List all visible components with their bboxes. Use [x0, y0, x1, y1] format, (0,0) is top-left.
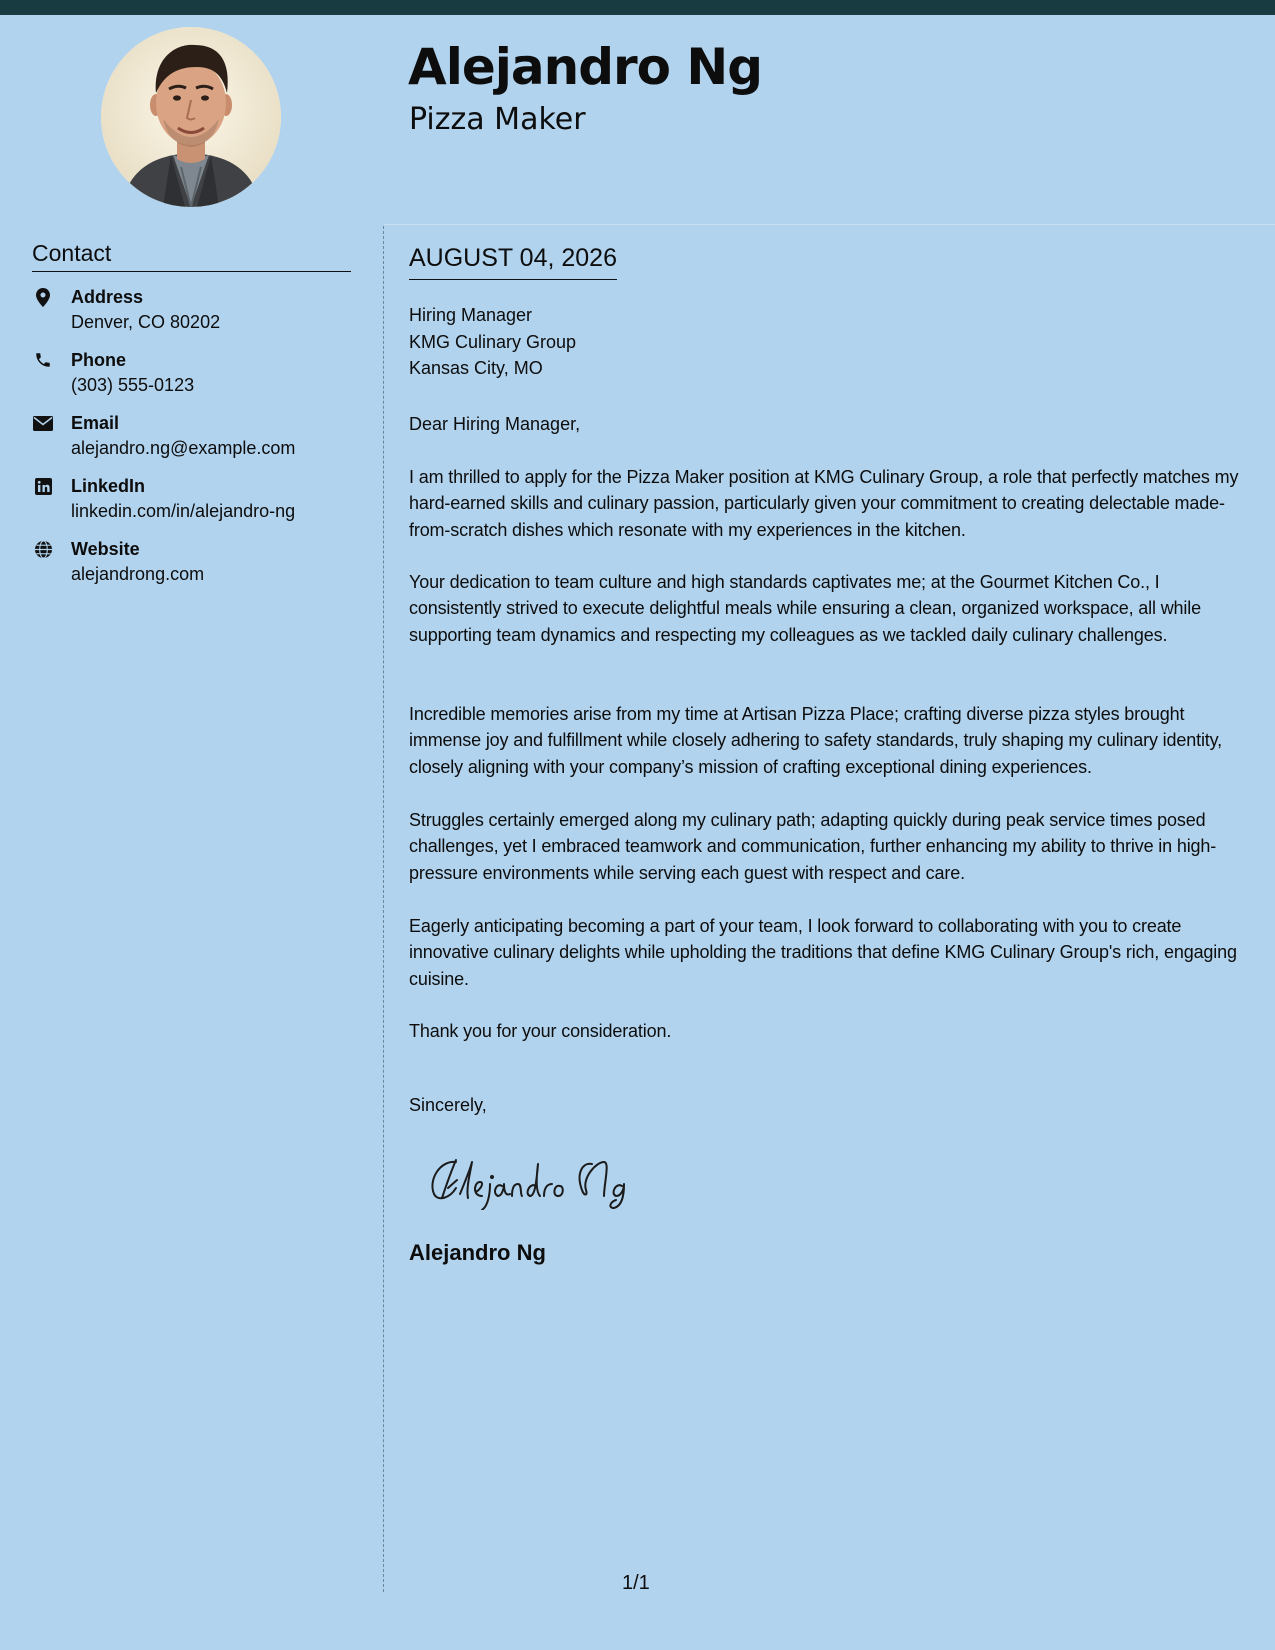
contact-value-phone: (303) 555-0123 — [71, 375, 195, 395]
recipient-line: Hiring Manager — [409, 305, 533, 325]
envelope-icon — [32, 413, 54, 433]
linkedin-icon — [32, 476, 54, 496]
contact-label: Email — [71, 413, 120, 433]
recipient-line: Kansas City, MO — [409, 358, 543, 378]
contact-label: Phone — [71, 350, 127, 370]
salutation: Dear Hiring Manager, — [409, 414, 581, 434]
recipient-line: KMG Culinary Group — [409, 331, 577, 352]
body-paragraph: Your dedication to team culture and high standards captivates me; at the Gourmet Kitchen Co., I consistently strived to execute delightful meals while ensuring a clean, organized workspace, all while supporting team dynamics and respecting my colleagues as we tackled daily culinary challenges. — [409, 572, 1201, 645]
contact-item-email — [32, 410, 372, 473]
contact-label: LinkedIn — [71, 476, 146, 496]
header-divider — [384, 224, 1275, 225]
contact-label: Website — [71, 539, 140, 559]
top-accent-bar — [0, 0, 1275, 15]
contact-item-phone — [32, 347, 372, 410]
body-paragraph: Incredible memories arise from my time at Artisan Pizza Place; crafting diverse pizza styles brought immense joy and fulfillment while closely adhering to safety standards, truly shaping my culinary identity, closely aligning with your company’s mission of crafting exceptional dining experiences. — [409, 704, 1223, 777]
closing: Sincerely, — [409, 1095, 487, 1115]
body-paragraph: Struggles certainly emerged along my culinary path; adapting quickly during peak service times posed challenges, yet I embraced teamwork and communication, further enhancing my ability to thrive in high-pressure environments while serving each guest with respect and care. — [409, 810, 1217, 883]
signature-image — [426, 1150, 656, 1215]
contact-item-linkedin — [32, 473, 372, 536]
phone-icon — [32, 350, 54, 370]
contact-label: Address — [71, 287, 144, 307]
contact-value-email[interactable]: alejandro.ng@example.com — [71, 438, 296, 458]
page-number: 1/1 — [622, 1572, 650, 1594]
candidate-name: Alejandro Ng — [408, 38, 763, 96]
contact-value-website[interactable]: alejandrong.com — [71, 564, 205, 584]
job-title: Pizza Maker — [409, 102, 586, 137]
column-divider — [383, 226, 384, 1592]
contact-value-address: Denver, CO 80202 — [71, 312, 221, 332]
contact-item-address — [32, 284, 372, 347]
map-pin-icon — [32, 287, 54, 307]
globe-icon — [32, 539, 54, 559]
body-paragraph: I am thrilled to apply for the Pizza Maker position at KMG Culinary Group, a role that perfectly matches my hard-earned skills and culinary passion, particularly given your commitment to creating delectable made-from-scratch dishes which resonate with my experiences in the kitchen. — [409, 467, 1239, 540]
letter-date: AUGUST 04, 2026 — [409, 244, 617, 280]
profile-photo — [101, 27, 281, 207]
recipient-block — [409, 302, 576, 382]
contact-heading: Contact — [32, 240, 351, 272]
body-paragraph: Thank you for your consideration. — [409, 1021, 672, 1041]
contact-item-website — [32, 536, 372, 599]
contact-value-linkedin[interactable]: linkedin.com/in/alejandro-ng — [71, 501, 296, 521]
contact-list — [32, 284, 372, 599]
body-paragraph: Eagerly anticipating becoming a part of your team, I look forward to collaborating with you to create innovative culinary delights while upholding the traditions that define KMG Culinary Group's rich, engaging cuisine. — [409, 916, 1237, 989]
signer-name: Alejandro Ng — [409, 1240, 546, 1265]
